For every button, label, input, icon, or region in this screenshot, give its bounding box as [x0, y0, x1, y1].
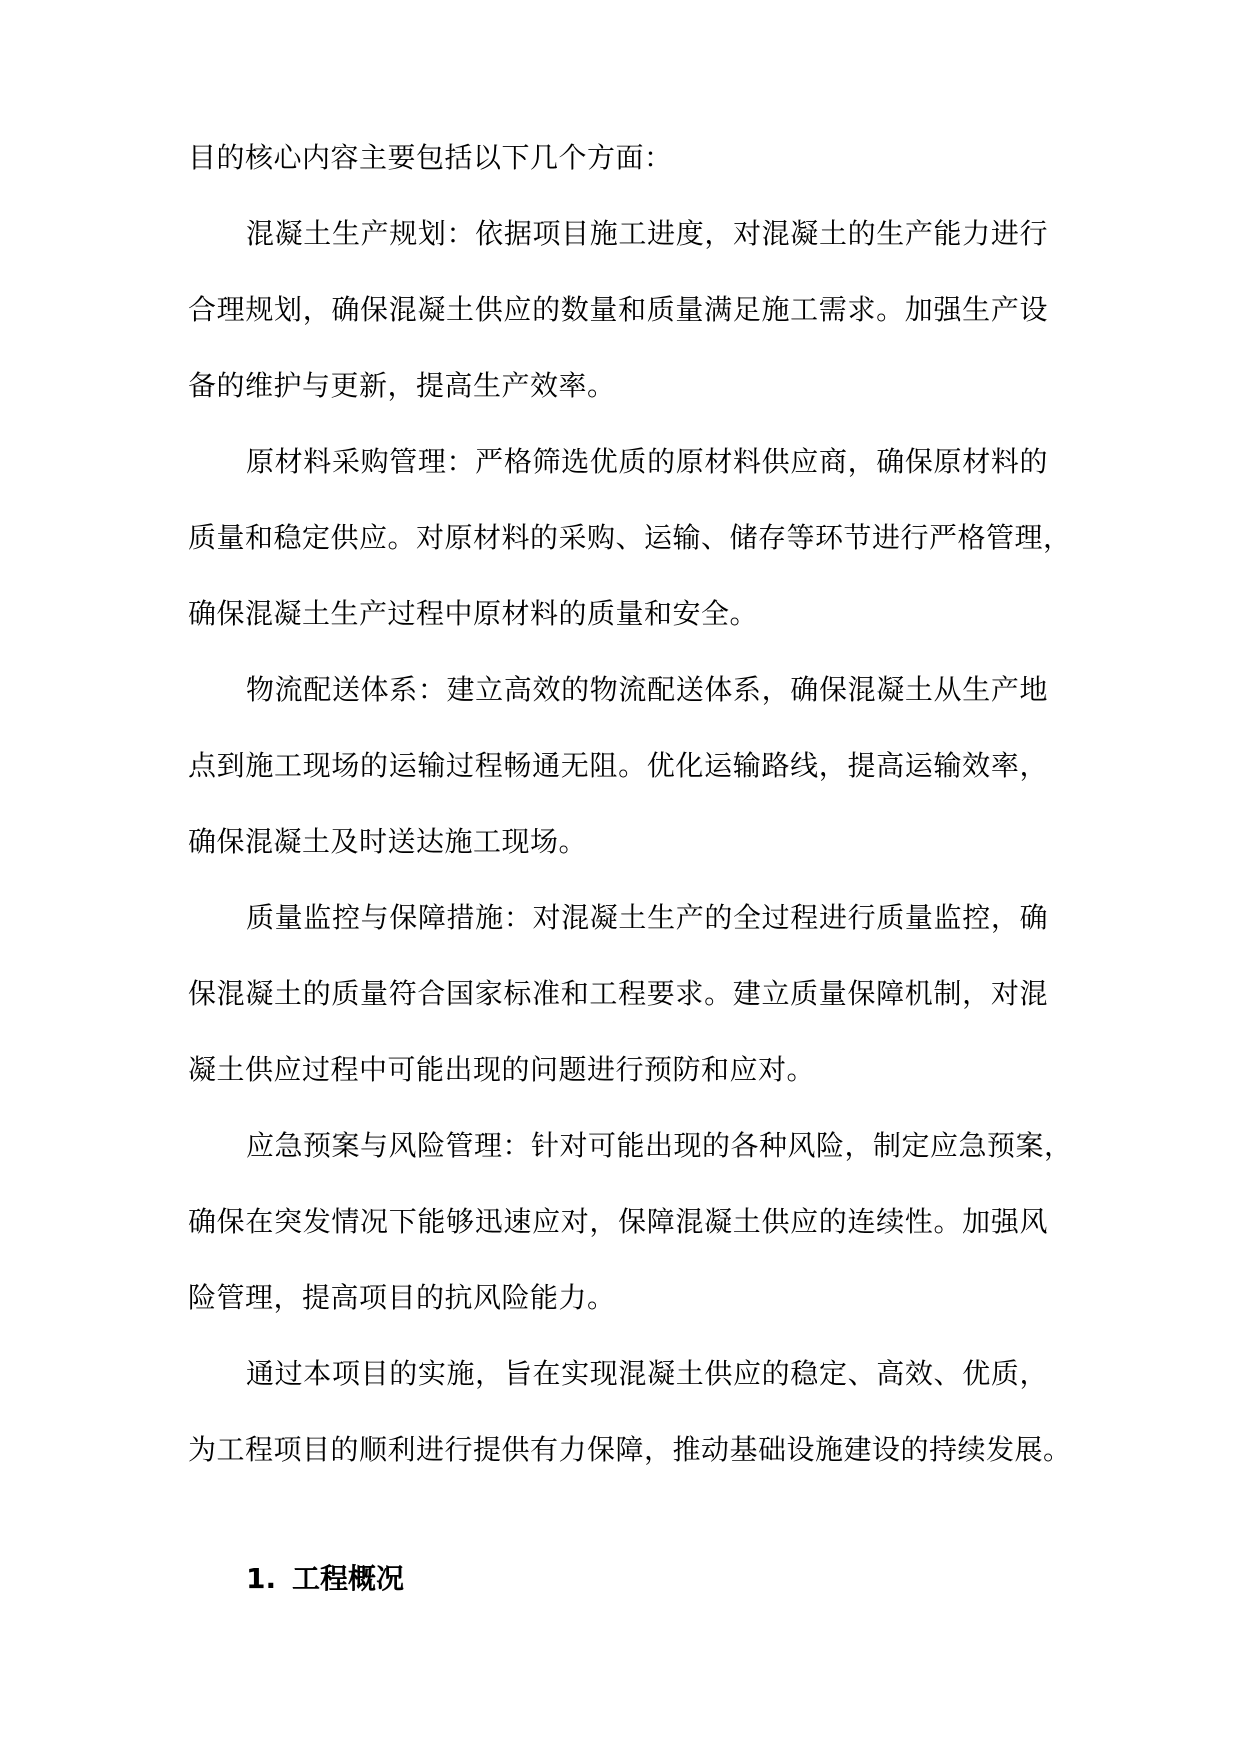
- paragraph-logistics-line-3: 确保混凝土及时送达施工现场。: [188, 825, 588, 858]
- paragraph-logistics-line-1: 物流配送体系：建立高效的物流配送体系，确保混凝土从生产地: [246, 673, 1048, 706]
- paragraph-quality-line-3: 凝土供应过程中可能出现的问题进行预防和应对。: [188, 1053, 816, 1086]
- paragraph-logistics-line-2: 点到施工现场的运输过程畅通无阻。优化运输路线，提高运输效率，: [188, 749, 1048, 782]
- paragraph-materials-line-2: 质量和稳定供应。对原材料的采购、运输、储存等环节进行严格管理，: [188, 521, 1072, 554]
- paragraph-quality-line-2: 保混凝土的质量符合国家标准和工程要求。建立质量保障机制，对混: [188, 977, 1048, 1010]
- paragraph-materials-line-3: 确保混凝土生产过程中原材料的质量和安全。: [188, 597, 759, 630]
- paragraph-summary-line-1: 通过本项目的实施，旨在实现混凝土供应的稳定、高效、优质，: [246, 1357, 1048, 1390]
- paragraph-intro-line-1: 目的核心内容主要包括以下几个方面：: [188, 141, 673, 174]
- paragraph-production-line-3: 备的维护与更新，提高生产效率。: [188, 369, 616, 402]
- paragraph-production-line-2: 合理规划，确保混凝土供应的数量和质量满足施工需求。加强生产设: [188, 293, 1048, 326]
- paragraph-risk-line-3: 险管理，提高项目的抗风险能力。: [188, 1281, 616, 1314]
- paragraph-summary-line-2: 为工程项目的顺利进行提供有力保障，推动基础设施建设的持续发展。: [188, 1433, 1072, 1466]
- paragraph-materials-line-1: 原材料采购管理：严格筛选优质的原材料供应商，确保原材料的: [246, 445, 1048, 478]
- paragraph-risk-line-2: 确保在突发情况下能够迅速应对，保障混凝土供应的连续性。加强风: [188, 1205, 1048, 1238]
- paragraph-risk-line-1: 应急预案与风险管理：针对可能出现的各种风险，制定应急预案，: [246, 1129, 1073, 1162]
- section-heading: [246, 1559, 404, 1599]
- paragraph-production-line-1: 混凝土生产规划：依据项目施工进度，对混凝土的生产能力进行: [246, 217, 1048, 250]
- section-heading-number: 1.: [246, 1562, 277, 1595]
- section-heading-title: 工程概况: [292, 1562, 405, 1595]
- paragraph-quality-line-1: 质量监控与保障措施：对混凝土生产的全过程进行质量监控，确: [246, 901, 1048, 934]
